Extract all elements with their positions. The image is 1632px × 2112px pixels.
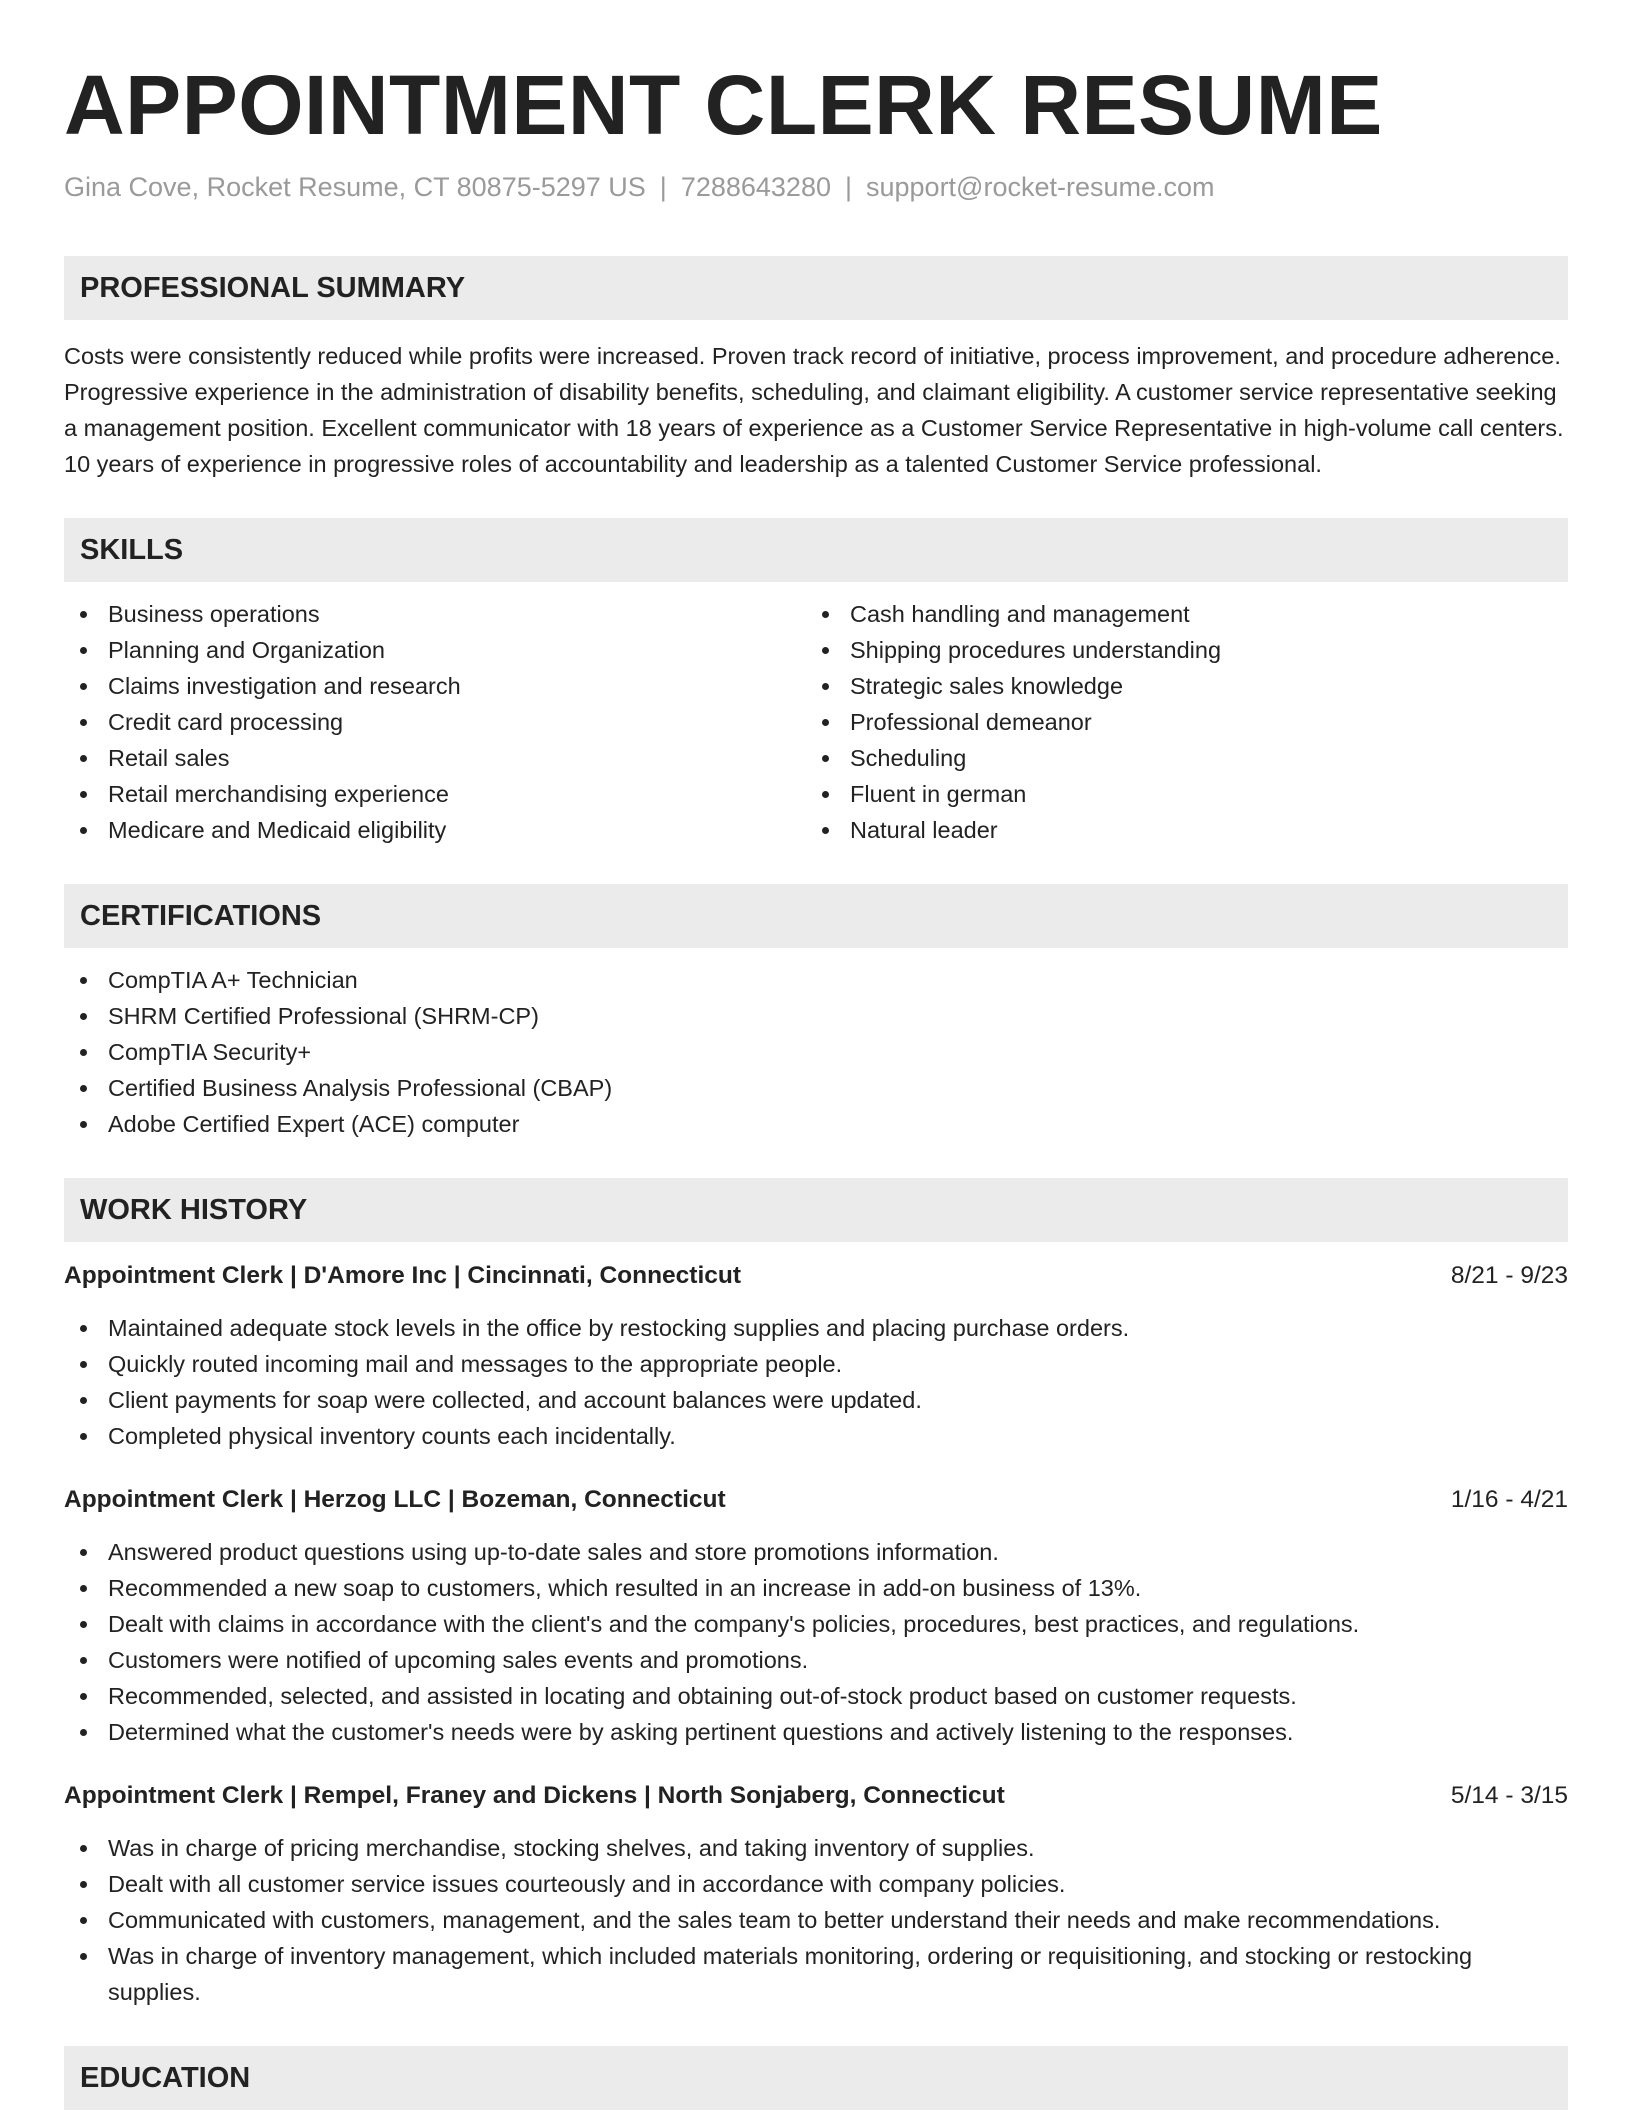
job-bullet: Completed physical inventory counts each incidentally. bbox=[64, 1418, 1568, 1454]
job-dates: 1/16 - 4/21 bbox=[1450, 1486, 1568, 1513]
job-bullet: Answered product questions using up-to-date sales and store promotions information. bbox=[64, 1534, 1568, 1570]
skill-item: Shipping procedures understanding bbox=[806, 632, 1548, 668]
certification-item: CompTIA Security+ bbox=[64, 1034, 1568, 1070]
skill-item: Cash handling and management bbox=[806, 596, 1548, 632]
resume-page bbox=[64, 0, 1568, 2110]
contact-line bbox=[64, 170, 1568, 204]
job-dates: 8/21 - 9/23 bbox=[1450, 1262, 1568, 1289]
contact-separator: | bbox=[659, 172, 667, 202]
skills-grid bbox=[64, 596, 1568, 848]
skill-item: Natural leader bbox=[806, 812, 1548, 848]
job-header bbox=[64, 1482, 1568, 1518]
certifications-list bbox=[64, 962, 1568, 1142]
job-bullet: Dealt with all customer service issues courteously and in accordance with company policies. bbox=[64, 1866, 1568, 1902]
skill-item: Retail merchandising experience bbox=[64, 776, 806, 812]
skill-item: Planning and Organization bbox=[64, 632, 806, 668]
section-header-work-history: WORK HISTORY bbox=[64, 1178, 1568, 1242]
skills-list-left bbox=[64, 596, 806, 848]
summary-text: Costs were consistently reduced while profits were increased. Proven track record of initiative, process improvement, and procedure adherence. Progressive experience in the administration of disability benefits, scheduling, and claimant eligibility. A customer service representative seeking a management position. Excellent communicator with 18 years of experience as a Customer Service Representative in high-volume call centers. 10 years of experience in progressive roles of accountability and leadership as a talented Customer Service professional. bbox=[64, 343, 1564, 477]
skill-item: Claims investigation and research bbox=[64, 668, 806, 704]
certification-item: SHRM Certified Professional (SHRM-CP) bbox=[64, 998, 1568, 1034]
job-bullet: Communicated with customers, management, and the sales team to better understand their needs and make recommendations. bbox=[64, 1902, 1568, 1938]
job-bullets bbox=[64, 1830, 1568, 2010]
job-bullet: Customers were notified of upcoming sales events and promotions. bbox=[64, 1642, 1568, 1678]
job-title: Appointment Clerk | D'Amore Inc | Cincinnati, Connecticut bbox=[64, 1262, 742, 1289]
job-entry bbox=[64, 1778, 1568, 2010]
job-bullet: Maintained adequate stock levels in the office by restocking supplies and placing purchase orders. bbox=[64, 1310, 1568, 1346]
job-header bbox=[64, 1778, 1568, 1814]
contact-email: support@rocket-resume.com bbox=[866, 172, 1215, 202]
skill-item: Credit card processing bbox=[64, 704, 806, 740]
skill-item: Scheduling bbox=[806, 740, 1548, 776]
contact-phone: 7288643280 bbox=[680, 172, 831, 202]
skill-item: Business operations bbox=[64, 596, 806, 632]
section-header-skills: SKILLS bbox=[64, 518, 1568, 582]
contact-separator: | bbox=[844, 172, 852, 202]
resume-title: APPOINTMENT CLERK RESUME bbox=[64, 58, 1383, 152]
skill-item: Fluent in german bbox=[806, 776, 1548, 812]
certification-item: Adobe Certified Expert (ACE) computer bbox=[64, 1106, 1568, 1142]
job-header bbox=[64, 1258, 1568, 1294]
skill-item: Medicare and Medicaid eligibility bbox=[64, 812, 806, 848]
job-bullet: Was in charge of inventory management, which included materials monitoring, ordering or requisitioning, and stocking or restocking supplies. bbox=[64, 1938, 1568, 2010]
job-dates: 5/14 - 3/15 bbox=[1450, 1782, 1568, 1809]
job-title: Appointment Clerk | Herzog LLC | Bozeman, Connecticut bbox=[64, 1486, 726, 1513]
job-bullet: Recommended a new soap to customers, which resulted in an increase in add-on business of 13%. bbox=[64, 1570, 1568, 1606]
job-bullet: Determined what the customer's needs were by asking pertinent questions and actively listening to the responses. bbox=[64, 1714, 1568, 1750]
contact-address: Gina Cove, Rocket Resume, CT 80875-5297 US bbox=[64, 172, 646, 202]
job-bullets bbox=[64, 1310, 1568, 1454]
job-bullets bbox=[64, 1534, 1568, 1750]
certification-item: Certified Business Analysis Professional (CBAP) bbox=[64, 1070, 1568, 1106]
skill-item: Retail sales bbox=[64, 740, 806, 776]
skill-item: Professional demeanor bbox=[806, 704, 1548, 740]
job-bullet: Client payments for soap were collected, and account balances were updated. bbox=[64, 1382, 1568, 1418]
skill-item: Strategic sales knowledge bbox=[806, 668, 1548, 704]
job-bullet: Recommended, selected, and assisted in locating and obtaining out-of-stock product based on customer requests. bbox=[64, 1678, 1568, 1714]
job-entry bbox=[64, 1258, 1568, 1454]
skills-list-right bbox=[806, 596, 1548, 848]
job-bullet: Quickly routed incoming mail and messages to the appropriate people. bbox=[64, 1346, 1568, 1382]
job-title: Appointment Clerk | Rempel, Franey and Dickens | North Sonjaberg, Connecticut bbox=[64, 1782, 1005, 1809]
section-header-education: EDUCATION bbox=[64, 2046, 1568, 2110]
job-entry bbox=[64, 1482, 1568, 1750]
section-header-certifications: CERTIFICATIONS bbox=[64, 884, 1568, 948]
job-bullet: Dealt with claims in accordance with the client's and the company's policies, procedures, best practices, and regulations. bbox=[64, 1606, 1568, 1642]
job-bullet: Was in charge of pricing merchandise, stocking shelves, and taking inventory of supplies. bbox=[64, 1830, 1568, 1866]
section-header-summary: PROFESSIONAL SUMMARY bbox=[64, 256, 1568, 320]
certification-item: CompTIA A+ Technician bbox=[64, 962, 1568, 998]
